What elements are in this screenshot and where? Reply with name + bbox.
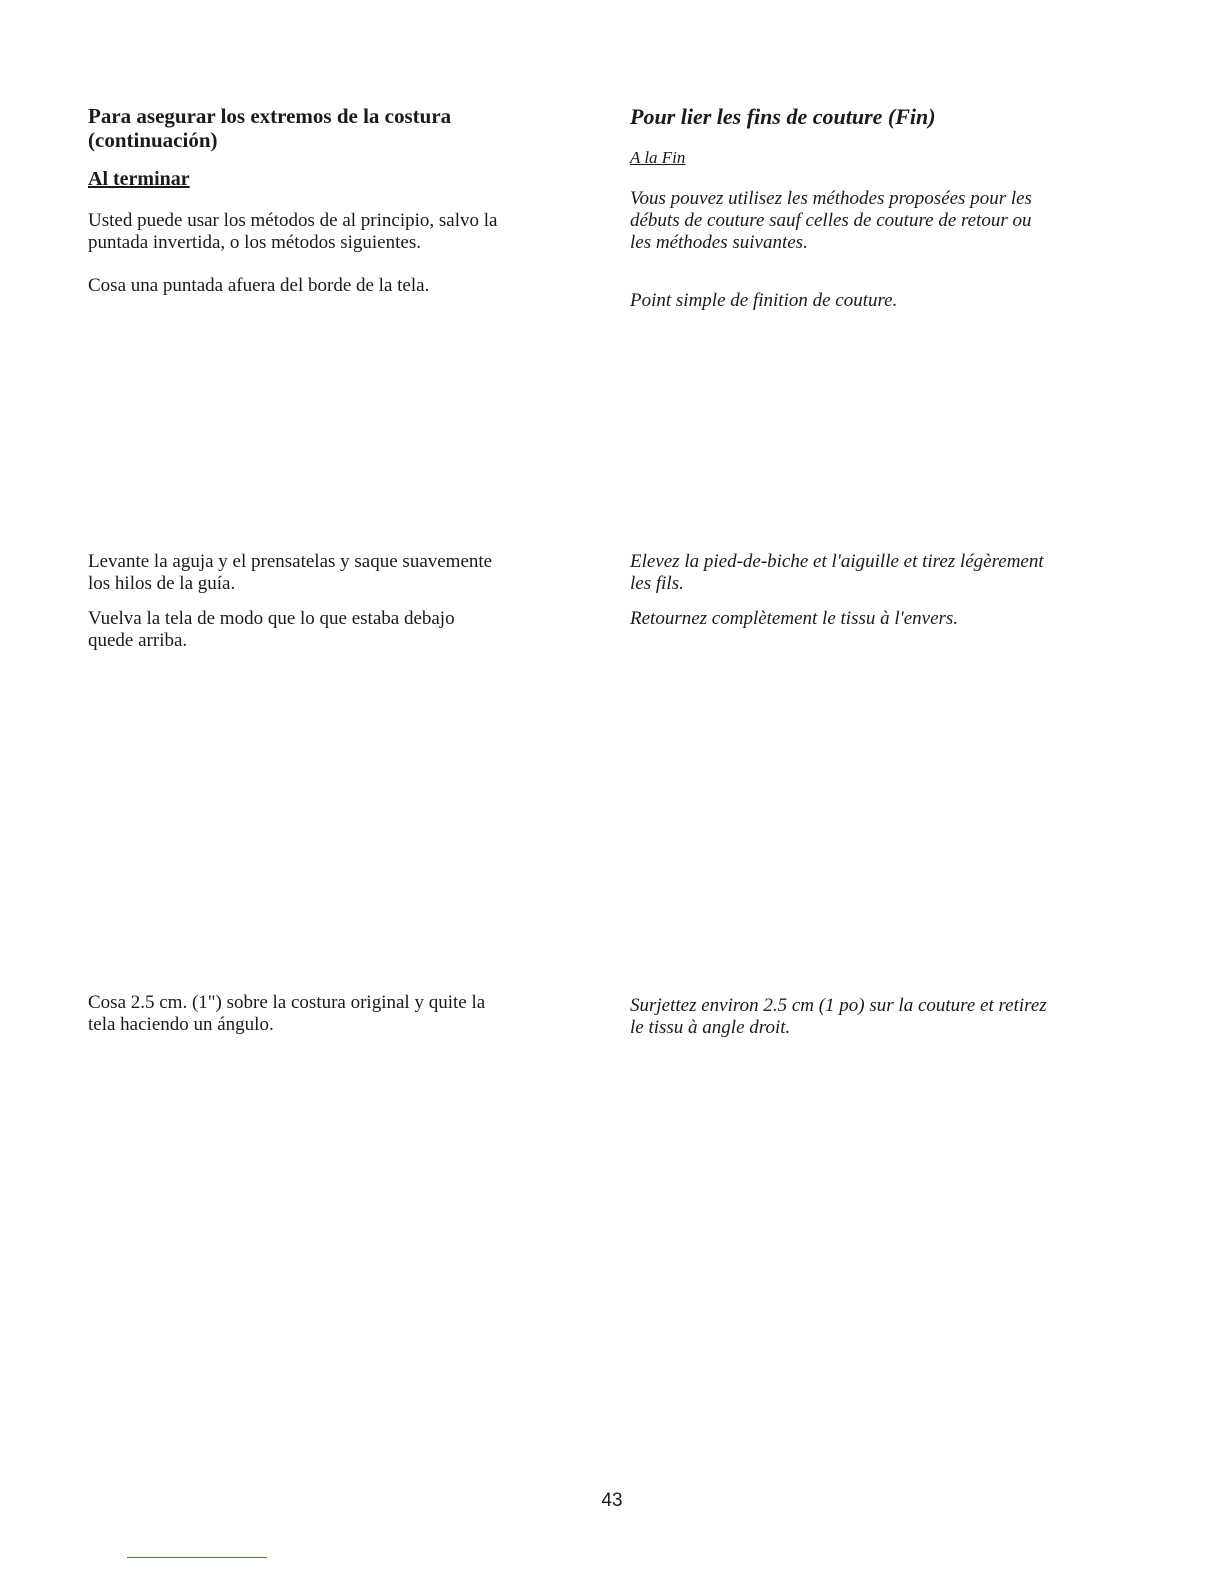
french-paragraph-1 bbox=[630, 188, 1150, 254]
french-para4-text: Retournez complètement le tissu à l'envers. bbox=[630, 608, 959, 629]
spanish-subheading-text: Al terminar bbox=[88, 168, 190, 190]
spanish-paragraph-5 bbox=[88, 992, 603, 1036]
french-heading-text: Pour lier les fins de couture (Fin) bbox=[630, 104, 936, 129]
french-para3-line1: Elevez la pied-de-biche et l'aiguille et tirez légèrement bbox=[630, 551, 1044, 572]
spanish-subheading bbox=[88, 168, 603, 191]
french-subheading-text: A la Fin bbox=[630, 148, 686, 167]
spanish-heading-line1: Para asegurar los extremos de la costura bbox=[88, 104, 452, 128]
spanish-paragraph-2 bbox=[88, 275, 603, 297]
spanish-para4-line2: quede arriba. bbox=[88, 630, 188, 651]
french-paragraph-2 bbox=[630, 290, 1150, 312]
footer-rule bbox=[127, 1557, 267, 1558]
spanish-para1-line1: Usted puede usar los métodos de al principio, salvo la bbox=[88, 210, 498, 231]
french-para5-line1: Surjettez environ 2.5 cm (1 po) sur la couture et retirez bbox=[630, 995, 1047, 1016]
spanish-para5-line2: tela haciendo un ángulo. bbox=[88, 1014, 274, 1035]
french-paragraph-5 bbox=[630, 995, 1150, 1039]
french-heading bbox=[630, 104, 1150, 130]
spanish-para3-line2: los hilos de la guía. bbox=[88, 573, 236, 594]
spanish-heading-line2: (continuación) bbox=[88, 128, 218, 152]
spanish-para1-line2: puntada invertida, o los métodos siguientes. bbox=[88, 232, 421, 253]
french-para1-line1: Vous pouvez utilisez les méthodes proposées pour les bbox=[630, 188, 1032, 209]
french-paragraph-3 bbox=[630, 551, 1150, 595]
spanish-para3-line1: Levante la aguja y el prensatelas y saque suavemente bbox=[88, 551, 493, 572]
french-para1-line3: les méthodes suivantes. bbox=[630, 232, 808, 253]
french-paragraph-4 bbox=[630, 608, 1150, 630]
page-number: 43 bbox=[601, 1490, 623, 1511]
french-para2-text: Point simple de finition de couture. bbox=[630, 290, 898, 311]
spanish-paragraph-4 bbox=[88, 608, 603, 652]
french-para5-line2: le tissu à angle droit. bbox=[630, 1017, 791, 1038]
spanish-heading bbox=[88, 104, 603, 152]
spanish-paragraph-1 bbox=[88, 210, 603, 254]
spanish-para2-text: Cosa una puntada afuera del borde de la tela. bbox=[88, 275, 430, 296]
french-para3-line2: les fils. bbox=[630, 573, 684, 594]
spanish-paragraph-3 bbox=[88, 551, 603, 595]
spanish-para4-line1: Vuelva la tela de modo que lo que estaba debajo bbox=[88, 608, 455, 629]
spanish-para5-line1: Cosa 2.5 cm. (1") sobre la costura original y quite la bbox=[88, 992, 486, 1013]
french-subheading bbox=[630, 148, 1150, 168]
french-para1-line2: débuts de couture sauf celles de couture de retour ou bbox=[630, 210, 1032, 231]
